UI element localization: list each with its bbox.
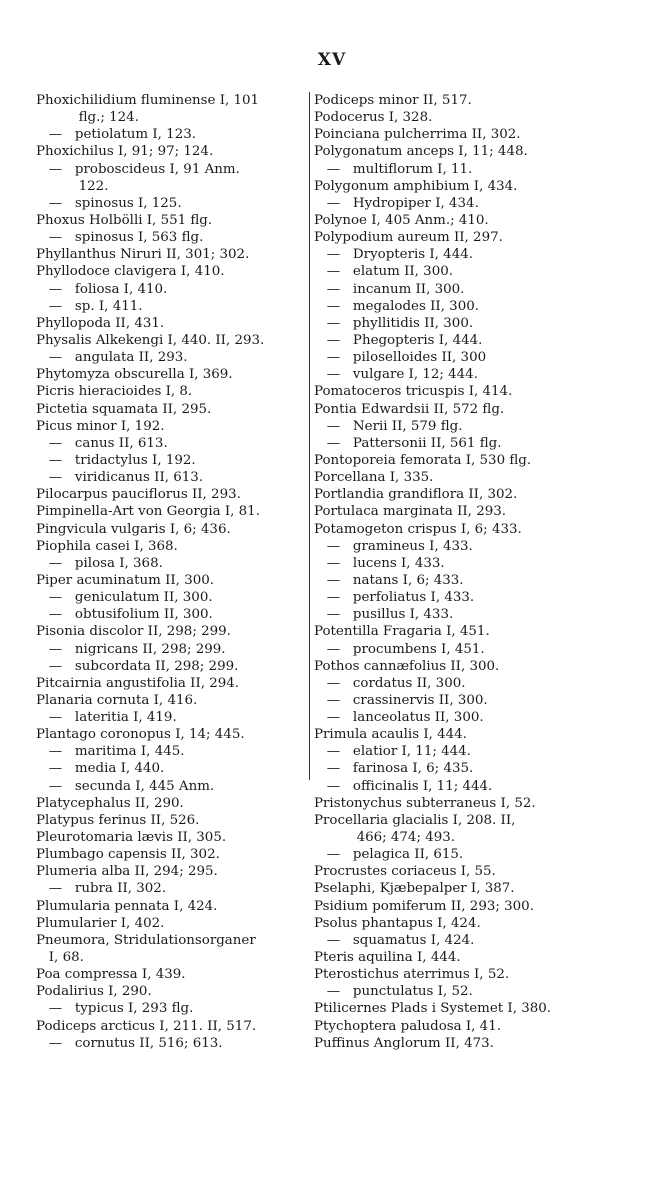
index-entry: — pilosa I, 368. <box>36 555 163 571</box>
index-entry: flg.; 124. <box>36 110 139 126</box>
index-entry: Portlandia grandiflora II, 302. <box>314 487 518 503</box>
index-entry: Podalirius I, 290. <box>36 984 152 1000</box>
index-entry: Phoxichilidium fluminense I, 101 <box>36 93 260 108</box>
index-entry: — angulata II, 293. <box>36 350 188 366</box>
index-entry: — spinosus I, 125. <box>36 195 182 211</box>
index-entry: — Phegopteris I, 444. <box>314 332 483 348</box>
index-entry: Physalis Alkekengi I, 440. II, 293. <box>36 332 265 348</box>
index-entry: — gramineus I, 433. <box>314 538 473 554</box>
index-entry: — farinosa I, 6; 435. <box>314 761 474 777</box>
index-entry: Pselaphi, Kjæbepalper I, 387. <box>314 881 515 897</box>
index-entry: Podiceps arcticus I, 211. II, 517. <box>36 1018 257 1034</box>
index-entry: Ptilicernes Plads i Systemet I, 380. <box>314 1001 552 1017</box>
index-entry: Pingvicula vulgaris I, 6; 436. <box>36 521 231 537</box>
index-entry: — secunda I, 445 Anm. <box>36 778 215 794</box>
index-entry: — vulgare I, 12; 444. <box>314 367 478 383</box>
index-entry: Plumularier I, 402. <box>36 915 165 931</box>
index-entry: — sp. I, 411. <box>36 298 143 314</box>
index-entry: Podiceps minor II, 517. <box>314 93 472 108</box>
index-entry: — tridactylus I, 192. <box>36 452 196 468</box>
index-entry: Pneumora, Stridulationsorganer <box>36 932 256 948</box>
index-entry: Phyllanthus Niruri II, 301; 302. <box>36 247 250 263</box>
index-entry: Phoxichilus I, 91; 97; 124. <box>36 144 214 160</box>
index-entry: Plumeria alba II, 294; 295. <box>36 864 218 880</box>
index-entry: Poinciana pulcherrima II, 302. <box>314 127 521 143</box>
index-entry: Polypodium aureum II, 297. <box>314 230 503 246</box>
index-entry: Poa compressa I, 439. <box>36 967 186 983</box>
index-entry: I, 68. <box>36 950 84 966</box>
index-entry: — pusillus I, 433. <box>314 607 454 623</box>
index-entry: — subcordata II, 298; 299. <box>36 658 239 674</box>
page-number: XV <box>317 50 347 70</box>
index-entry: Psidium pomiferum II, 293; 300. <box>314 898 534 914</box>
index-entry: — procumbens I, 451. <box>314 641 485 657</box>
index-entry: — proboscideus I, 91 Anm. <box>36 161 240 177</box>
index-entry: Pothos cannæfolius II, 300. <box>314 658 500 674</box>
column-divider <box>309 92 310 780</box>
index-entry: Piophila casei I, 368. <box>36 538 178 554</box>
index-entry: Psolus phantapus I, 424. <box>314 915 481 931</box>
index-entry: — canus II, 613. <box>36 435 168 451</box>
index-entry: — incanum II, 300. <box>314 281 465 297</box>
index-entry: — megalodes II, 300. <box>314 298 479 314</box>
index-entry: Phytomyza obscurella I, 369. <box>36 367 233 383</box>
index-entry: — elatior I, 11; 444. <box>314 744 471 760</box>
index-entry: — lucens I, 433. <box>314 555 445 571</box>
index-entry: 122. <box>36 178 109 194</box>
index-entry: Ptychoptera paludosa I, 41. <box>314 1018 501 1034</box>
index-entry: Phyllodoce clavigera I, 410. <box>36 264 225 280</box>
index-entry: Pomatoceros tricuspis I, 414. <box>314 384 513 400</box>
index-entry: Pitcairnia angustifolia II, 294. <box>36 675 240 691</box>
index-entry: Primula acaulis I, 444. <box>314 727 467 743</box>
index-entry: Potamogeton crispus I, 6; 433. <box>314 521 522 537</box>
index-entry: — squamatus I, 424. <box>314 932 475 948</box>
index-entry: — natans I, 6; 433. <box>314 572 464 588</box>
index-entry: Polygonum amphibium I, 434. <box>314 178 518 194</box>
index-entry: — foliosa I, 410. <box>36 281 168 297</box>
index-entry: — nigricans II, 298; 299. <box>36 641 226 657</box>
index-entry: Puffinus Anglorum II, 473. <box>314 1035 494 1051</box>
index-entry: — Pattersonii II, 561 flg. <box>314 435 502 451</box>
index-entry: — rubra II, 302. <box>36 881 167 897</box>
index-entry: Picus minor I, 192. <box>36 418 165 434</box>
index-entry: Pictetia squamata II, 295. <box>36 401 212 417</box>
index-entry: Podocerus I, 328. <box>314 110 433 126</box>
index-entry: — lanceolatus II, 300. <box>314 710 484 726</box>
index-entry: — maritima I, 445. <box>36 744 185 760</box>
index-entry: — pelagica II, 615. <box>314 847 464 863</box>
index-entry: — elatum II, 300. <box>314 264 453 280</box>
index-entry: Piper acuminatum II, 300. <box>36 572 215 588</box>
index-entry: — phyllitidis II, 300. <box>314 315 474 331</box>
index-entry: — geniculatum II, 300. <box>36 590 213 606</box>
index-entry: Potentilla Fragaria I, 451. <box>314 624 490 640</box>
index-entry: — obtusifolium II, 300. <box>36 607 213 623</box>
index-column-right <box>314 92 644 1052</box>
index-entry: — lateritia I, 419. <box>36 710 177 726</box>
index-entry: Phyllopoda II, 431. <box>36 315 165 331</box>
index-entry: — cornutus II, 516; 613. <box>36 1035 223 1051</box>
index-entry: — punctulatus I, 52. <box>314 984 473 1000</box>
index-entry: — multiflorum I, 11. <box>314 161 473 177</box>
index-entry: — officinalis I, 11; 444. <box>314 778 493 794</box>
index-entry: Pontoporeia femorata I, 530 flg. <box>314 452 532 468</box>
index-entry: — cordatus II, 300. <box>314 675 466 691</box>
index-entry: Picris hieracioides I, 8. <box>36 384 193 400</box>
index-entry: — typicus I, 293 flg. <box>36 1001 194 1017</box>
index-entry: Plumbago capensis II, 302. <box>36 847 220 863</box>
index-entry: — Dryopteris I, 444. <box>314 247 474 263</box>
index-entry: — crassinervis II, 300. <box>314 692 488 708</box>
index-entry: Pleurotomaria lævis II, 305. <box>36 830 227 846</box>
index-entry: Platypus ferinus II, 526. <box>36 812 200 828</box>
index-entry: Plantago coronopus I, 14; 445. <box>36 727 245 743</box>
index-entry: Porcellana I, 335. <box>314 470 434 486</box>
index-entry: — media I, 440. <box>36 761 165 777</box>
index-entry: Pterostichus aterrimus I, 52. <box>314 967 510 983</box>
index-entry: Procrustes coriaceus I, 55. <box>314 864 496 880</box>
index-entry: Pristonychus subterraneus I, 52. <box>314 795 536 811</box>
index-entry: — spinosus I, 563 flg. <box>36 230 204 246</box>
index-entry: Portulaca marginata II, 293. <box>314 504 507 520</box>
index-column-left <box>36 92 306 1052</box>
index-entry: Procellaria glacialis I, 208. II, <box>314 812 516 828</box>
index-entry: — Hydropiper I, 434. <box>314 195 479 211</box>
index-entry: Platycephalus II, 290. <box>36 795 184 811</box>
index-entry: — petiolatum I, 123. <box>36 127 196 143</box>
index-entry: Pilocarpus pauciflorus II, 293. <box>36 487 241 503</box>
index-entry: Polynoe I, 405 Anm.; 410. <box>314 212 489 228</box>
index-entry: Plumularia pennata I, 424. <box>36 898 218 914</box>
index-entry: Polygonatum anceps I, 11; 448. <box>314 144 528 160</box>
index-entry: — perfoliatus I, 433. <box>314 590 475 606</box>
index-entry: Phoxus Holbölli I, 551 flg. <box>36 212 213 228</box>
index-entry: Pisonia discolor II, 298; 299. <box>36 624 231 640</box>
index-entry: — viridicanus II, 613. <box>36 470 204 486</box>
index-entry: 466; 474; 493. <box>314 830 456 846</box>
index-entry: Pteris aquilina I, 444. <box>314 950 461 966</box>
index-entry: — piloselloides II, 300 <box>314 350 487 366</box>
index-entry: — Nerii II, 579 flg. <box>314 418 463 434</box>
index-entry: Pontia Edwardsii II, 572 flg. <box>314 401 505 417</box>
index-entry: Planaria cornuta I, 416. <box>36 692 198 708</box>
index-entry: Pimpinella-Art von Georgia I, 81. <box>36 504 260 520</box>
